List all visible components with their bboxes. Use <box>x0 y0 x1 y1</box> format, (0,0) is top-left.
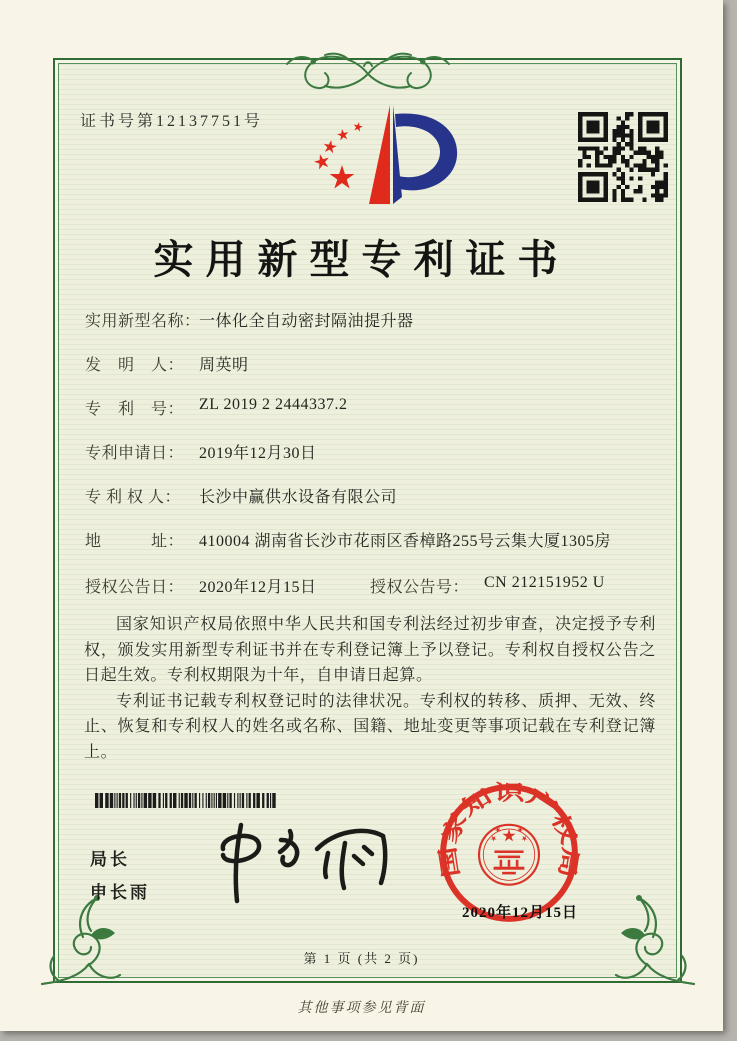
field-value: 2019年12月30日 <box>199 445 317 462</box>
certificate-title: 实用新型专利证书 <box>153 237 570 282</box>
field-row-address <box>85 528 611 551</box>
barcode <box>95 793 277 808</box>
field-label: 授权公告日： <box>85 579 185 596</box>
director-signature <box>195 813 400 911</box>
field-value: CN 212151952 U <box>484 574 605 591</box>
field-row-name <box>85 308 414 331</box>
field-value: ZL 2019 2 2444337.2 <box>199 396 348 413</box>
field-row-patentee <box>85 484 397 507</box>
field-row-grant-number <box>370 574 605 597</box>
certificate-number: 证书号第12137751号 <box>80 113 264 130</box>
legal-paragraph: 国家知识产权局依照中华人民共和国专利法经过初步审查，决定授予专利权，颁发实用新型专利证书并在专利登记簿上予以登记。专利权自授权公告之日起生效。专利权期限为十年，自申请日起算。 <box>84 616 656 684</box>
field-label: 专利申请日： <box>85 445 185 462</box>
director-name: 申长雨 <box>90 883 150 902</box>
corner-flourish-icon <box>612 884 700 990</box>
director-title: 局长 <box>90 850 130 869</box>
field-label: 授权公告号： <box>370 579 470 596</box>
field-row-patent-no <box>85 396 347 419</box>
field-label: 地 址： <box>85 533 185 550</box>
field-label: 专 利 号： <box>85 401 185 418</box>
legal-text <box>84 612 656 765</box>
seal-text: 国家知识产权局 <box>436 780 583 879</box>
field-row-filing-date <box>85 440 317 463</box>
field-label: 实用新型名称： <box>85 313 201 330</box>
field-value: 长沙中赢供水设备有限公司 <box>199 489 398 506</box>
legal-paragraph: 专利证书记载专利权登记时的法律状况。专利权的转移、质押、无效、终止、恢复和专利权人的姓名或名称、国籍、地址变更等事项记载在专利登记簿上。 <box>84 692 656 761</box>
field-label: 专 利 权 人： <box>85 489 182 506</box>
field-value: 2020年12月15日 <box>199 579 317 596</box>
barcode-pattern <box>95 793 277 808</box>
qr-code-pattern <box>578 112 668 202</box>
seal-date: 2020年12月15日 <box>461 905 578 921</box>
field-label: 发 明 人： <box>85 357 185 374</box>
field-value: 周英明 <box>199 357 249 374</box>
field-value: 410004 湖南省长沙市花雨区香樟路255号云集大厦1305房 <box>199 533 612 550</box>
field-row-grant <box>85 574 605 597</box>
back-side-note: 其他事项参见背面 <box>297 1001 426 1016</box>
top-border-ornament-icon <box>257 46 479 102</box>
field-row-inventor <box>85 352 249 375</box>
qr-code <box>578 112 668 202</box>
field-value: 一体化全自动密封隔油提升器 <box>199 313 414 330</box>
page-number: 第 1 页 (共 2 页) <box>303 951 420 966</box>
cnipa-patent-logo-icon <box>296 98 464 210</box>
